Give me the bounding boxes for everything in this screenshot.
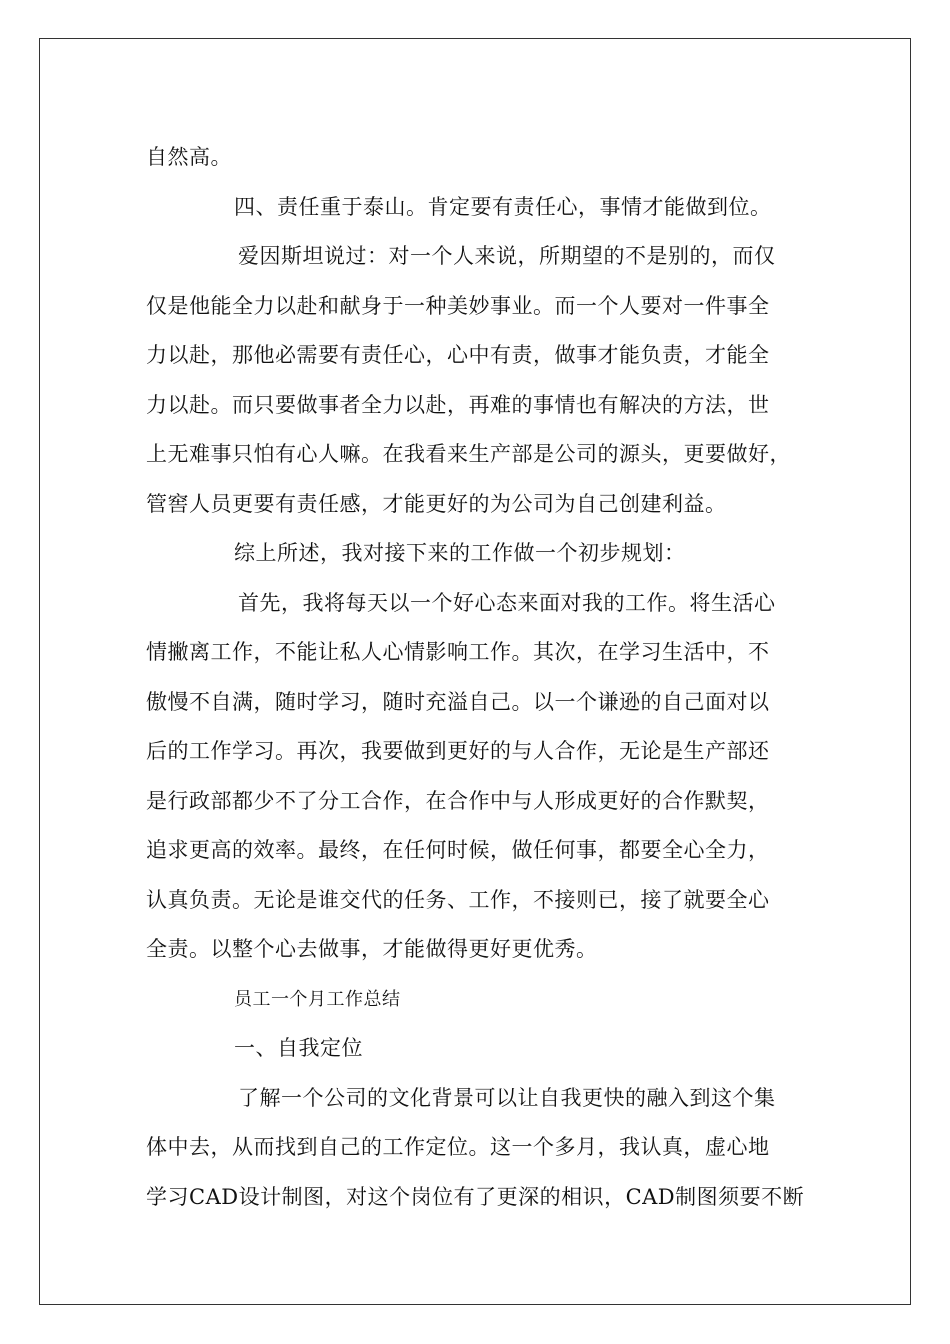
paragraph-start: 首先，我将每天以一个好心态来面对我的工作。将生活心 <box>238 590 776 615</box>
text-line: 全责。以整个心去做事，才能做得更好更优秀。 <box>146 937 598 961</box>
paragraph-start: 了解一个公司的文化背景可以让自我更快的融入到这个集 <box>238 1085 776 1110</box>
section-heading: 一、自我定位 <box>234 1036 363 1060</box>
document-page <box>39 38 911 1305</box>
text-line: 情撇离工作，不能让私人心情影响工作。其次，在学习生活中，不 <box>146 640 770 664</box>
text-line: 是行政部都少不了分工合作，在合作中与人形成更好的合作默契， <box>146 788 770 813</box>
paragraph-start: 爱因斯坦说过：对一个人来说，所期望的不是别的，而仅 <box>238 244 776 268</box>
text-line: 追求更高的效率。最终，在任何时候，做任何事，都要全心全力， <box>146 838 770 862</box>
text-line: 力以赴，那他必需要有责任心，心中有责，做事才能负责，才能全 <box>146 343 770 367</box>
text-line: 体中去，从而找到自己的工作定位。这一个多月，我认真，虚心地 <box>146 1135 770 1159</box>
document-body <box>146 133 846 1222</box>
section-heading: 四、责任重于泰山。肯定要有责任心，事情才能做到位。 <box>234 194 772 219</box>
text-line: 学习CAD设计制图，对这个岗位有了更深的相识，CAD制图须要不断 <box>146 1184 805 1209</box>
text-line: 傲慢不自满，随时学习，随时充溢自己。以一个谦逊的自己面对以 <box>146 689 770 714</box>
text-line: 自然高。 <box>146 145 232 169</box>
text-line: 管窖人员更要有责任感，才能更好的为公司为自己创建利益。 <box>146 491 727 516</box>
text-line: 认真负责。无论是谁交代的任务、工作，不接则已，接了就要全心 <box>146 887 770 912</box>
text-line: 仅是他能全力以赴和献身于一种美妙事业。而一个人要对一件事全 <box>146 293 770 318</box>
text-line: 力以赴。而只要做事者全力以赴，再难的事情也有解决的方法，世 <box>146 392 770 417</box>
text-line: 后的工作学习。再次，我要做到更好的与人合作，无论是生产部还 <box>146 739 770 763</box>
text-line: 上无难事只怕有心人嘛。在我看来生产部是公司的源头，更要做好， <box>146 442 791 466</box>
document-title: 员工一个月工作总结 <box>234 988 401 1010</box>
paragraph-start: 综上所述，我对接下来的工作做一个初步规划： <box>234 541 686 565</box>
